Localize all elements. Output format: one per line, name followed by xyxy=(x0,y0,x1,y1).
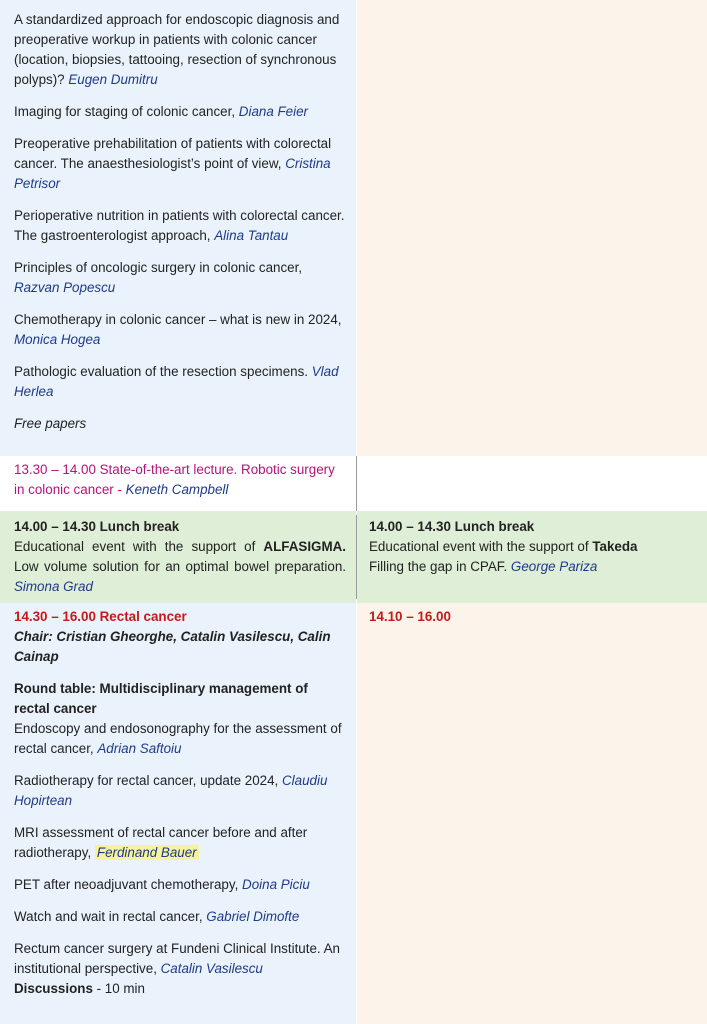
lunch-break-left xyxy=(0,511,356,603)
right-column-bottom xyxy=(357,603,707,1024)
session-time: 14.10 – 16.00 xyxy=(369,609,451,624)
program-item: PET after neoadjuvant chemotherapy, Doina Piciu xyxy=(14,877,310,892)
program-item: Rectum cancer surgery at Fundeni Clinical Institute. An institutional perspective, Catalin Vasilescu xyxy=(14,941,340,976)
morning-session xyxy=(0,0,356,456)
program-item: Radiotherapy for rectal cancer, update 2024, Claudiu Hopirtean xyxy=(14,773,328,808)
program-item: Pathologic evaluation of the resection specimens. Vlad Herlea xyxy=(14,364,339,399)
speaker-name: Diana Feier xyxy=(238,104,309,119)
program-item: Imaging for staging of colonic cancer, Diana Feier xyxy=(14,104,309,119)
speaker-name: Gabriel Dimofte xyxy=(206,909,300,924)
program-item: Preoperative prehabilitation of patients with colorectal cancer. The anaesthesiologist’s point of view, Cristina Petrisor xyxy=(14,136,332,191)
speaker-name: Vlad Herlea xyxy=(14,364,339,399)
program-item: Watch and wait in rectal cancer, Gabriel Dimofte xyxy=(14,909,300,924)
lunch-title: 14.00 – 14.30 Lunch break xyxy=(369,519,535,534)
lunch-break-right xyxy=(357,511,707,603)
right-column-top xyxy=(357,0,707,456)
lunch-title: 14.00 – 14.30 Lunch break xyxy=(14,519,180,534)
speaker-name: Simona Grad xyxy=(14,579,93,594)
lecture-text: 13.30 – 14.00 State-of-the-art lecture. Robotic surgery in colonic cancer - Keneth Campbell xyxy=(14,462,335,497)
speaker-name-highlighted: Ferdinand Bauer xyxy=(96,845,197,860)
rectal-cancer-session xyxy=(0,603,356,1024)
speaker-name: Keneth Campbell xyxy=(125,482,229,497)
lecture-row xyxy=(0,456,356,511)
lunch-description: Educational event with the support of Takeda xyxy=(369,539,638,554)
program-item: Principles of oncologic surgery in colonic cancer, Razvan Popescu xyxy=(14,260,303,295)
program-item: Chemotherapy in colonic cancer – what is new in 2024, Monica Hogea xyxy=(14,312,342,347)
speaker-name: Razvan Popescu xyxy=(14,280,116,295)
lunch-description: Educational event with the support of ALFASIGMA. Low volume solution for an optimal bowel preparation. Simona Grad xyxy=(14,539,346,594)
program-item: Perioperative nutrition in patients with colorectal cancer. The gastroenterologist approach, Alina Tantau xyxy=(14,208,345,243)
speaker-name: Claudiu Hopirtean xyxy=(14,773,328,808)
program-item: Endoscopy and endosonography for the assessment of rectal cancer, Adrian Saftoiu xyxy=(14,721,342,756)
speaker-name: Adrian Saftoiu xyxy=(97,741,182,756)
speaker-name: Catalin Vasilescu xyxy=(160,961,263,976)
speaker-name: Cristina Petrisor xyxy=(14,156,331,191)
sponsor-name: Takeda xyxy=(592,539,638,554)
free-papers: Free papers xyxy=(14,416,87,431)
column-divider xyxy=(356,456,357,511)
speaker-name: George Pariza xyxy=(510,559,598,574)
speaker-name: Doina Piciu xyxy=(242,877,310,892)
session-chair: Chair: Cristian Gheorghe, Catalin Vasilescu, Calin Cainap xyxy=(14,629,331,664)
round-table-title: Round table: Multidisciplinary management of rectal cancer xyxy=(14,681,308,716)
speaker-name: Alina Tantau xyxy=(214,228,289,243)
speaker-name: Monica Hogea xyxy=(14,332,101,347)
sponsor-name: ALFASIGMA. xyxy=(263,539,346,554)
speaker-name: Eugen Dumitru xyxy=(68,72,158,87)
lunch-topic: Filling the gap in CPAF. George Pariza xyxy=(369,559,598,574)
program-item: A standardized approach for endoscopic diagnosis and preoperative workup in patients with colonic cancer (location, biopsies, tattooing, resection of synchronous polyps)? Eugen Dumitru xyxy=(14,12,340,87)
discussions: Discussions - 10 min xyxy=(14,981,145,996)
session-time-title: 14.30 – 16.00 Rectal cancer xyxy=(14,609,187,624)
program-item: MRI assessment of rectal cancer before and after radiotherapy, Ferdinand Bauer xyxy=(14,825,308,860)
